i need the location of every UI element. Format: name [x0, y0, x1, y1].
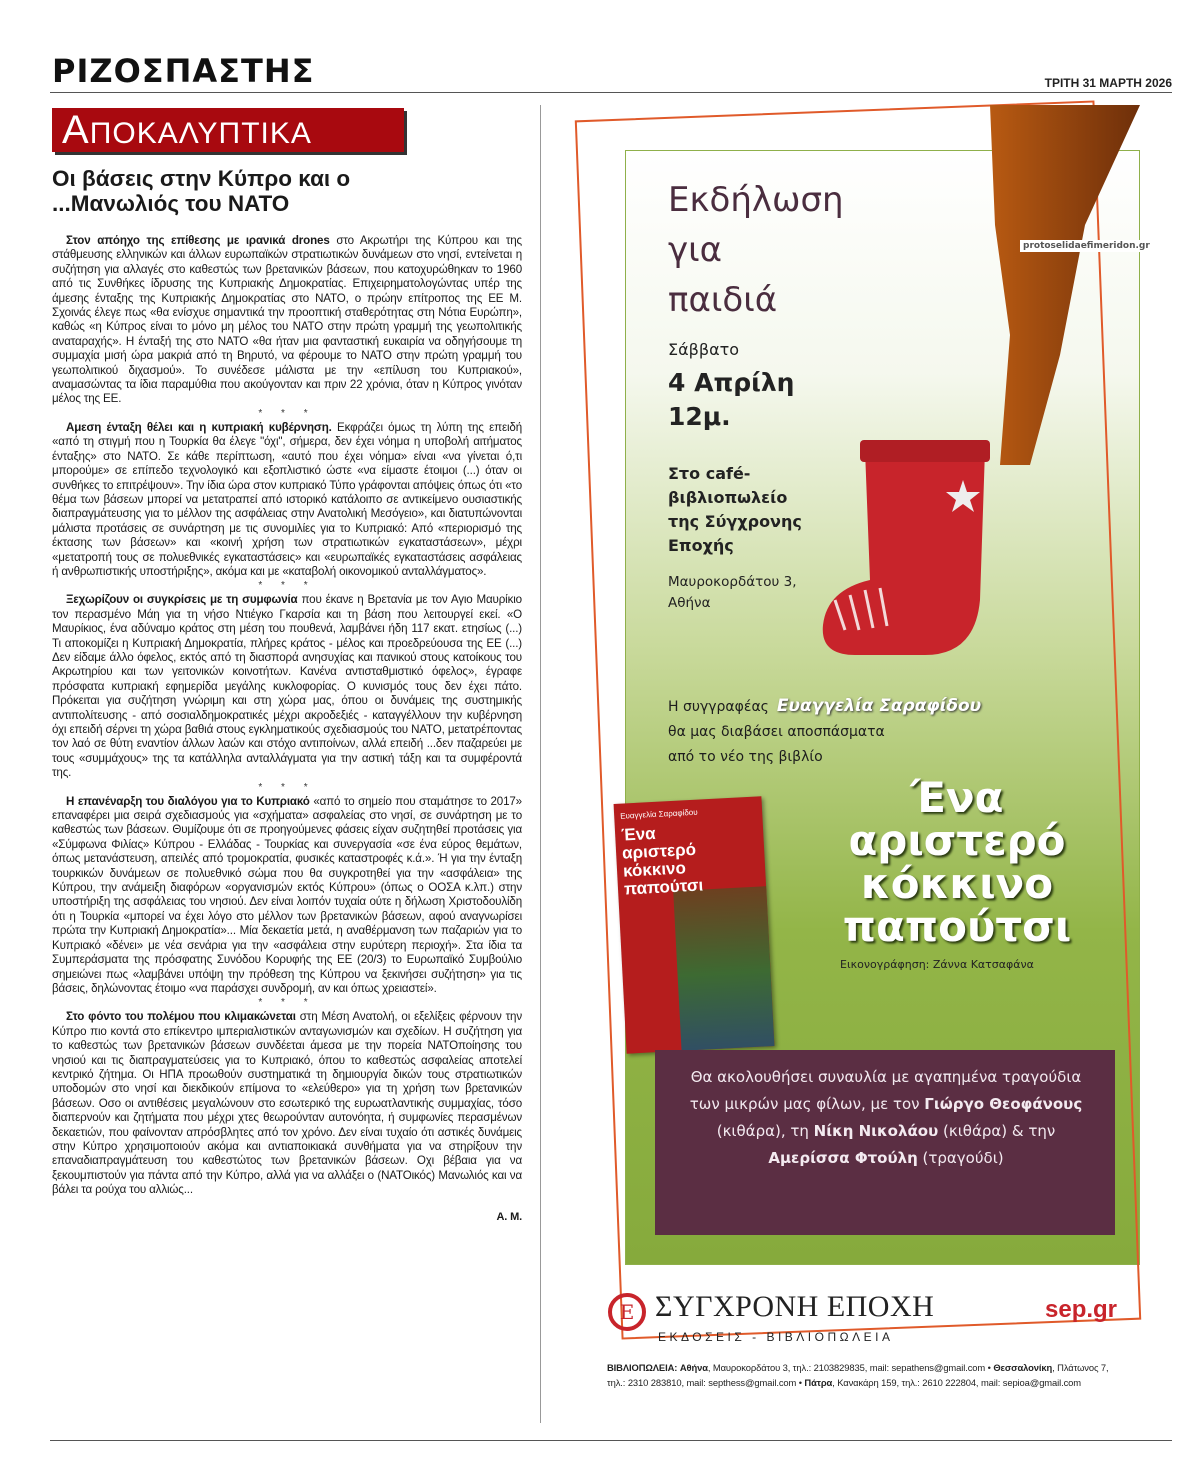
separator: * * * [258, 580, 316, 592]
venue-line: της Σύγχρονης [668, 512, 802, 531]
author-reading-text [668, 694, 981, 770]
article-paragraph: Ξεχωρίζουν οι συγκρίσεις με τη συμφωνία που έκανε η Βρετανία με τον Αγιο Μαυρίκιο τον περασμένο Μάη για τη νήσο Ντιέγκο Γκαρσία και τη βάση που λειτουργεί εκεί. «Ο Μαυρίκιος, ένα αδύναμο κράτος στη μέση του πουθενά, λαμβάνει ήδη 117 εκατ. ετησίως (...) Τι αποκομίζει η Κυπριακή Δημοκρατία, πλήρες κράτος - μέλος και προεδρεύουσα της ΕΕ (...) Δεν είδαμε άλλο όφελος, εκτός από τη διασπορά ανησυχίας και πανικού στους κατοίκους του Ακρωτηρίου και των γειτονικών κοινοτήτων. Κανένα αντισταθμιστικό όφελος», έγραφε πρόσφατα κυπριακή εφημερίδα μεγάλης κυκλοφορίας. Ο κυνισμός τους δεν έχει πάτο. Πρόκειται για συζήτηση γνώριμη και στη χώρα μας, όπου οι δυνάμεις της συστημικής αντιπολίτευσης - από σοσιαλδημοκρατικές μέχρι ακροδεξιές - καταγγέλλουν την κυβέρνηση όχι επειδή σέρνει τη χώρα βαθιά στους εγκληματικούς σχεδιασμούς του ΝΑΤΟ, μετατρέποντας τον λαό σε θύτη εναντίον άλλων λαών και στόχο αντιποίνων, αλλά επειδή ...δεν παζαρεύει με τους «συμμάχους» της τα κατάλληλα ανταλλάγματα για την αστική τάξη και τα συμφέροντά της. [52, 593, 522, 780]
date-text: 4 Απρίλη [668, 368, 795, 397]
book-title [832, 773, 1082, 951]
author-signature: Α. Μ. [496, 1210, 522, 1223]
author-prefix: Η συγγραφέας [668, 699, 769, 715]
concert-info-box: Θα ακολουθήσει συναυλία με αγαπημένα τραγούδια των μικρών μας φίλων, με τον Γιώργο Θεοφάνους (κιθάρα), τη Νίκη Νικολάου (κιθάρα) & την Αμερίσσα Φτούλη (τραγούδι) [655, 1050, 1115, 1235]
book-title-line: αριστερό [848, 816, 1066, 865]
article-headline [52, 166, 512, 216]
cover-illustration [673, 886, 774, 1054]
watermark: protoselidaefimeridon.gr [1020, 240, 1153, 252]
article-paragraph: Στο φόντο του πολέμου που κλιμακώνεται στη Μέση Ανατολή, οι εξελίξεις φέρνουν την Κύπρο πιο κοντά στο επίκεντρο ιμπεριαλιστικών ανταγωνισμών και σχεδίων. Η συζήτηση για το καθεστώς των βρετανικών βάσεων συνδέεται άμεσα με την πορεία ΝΑΤΟποίησης του νησιού και τις διαπραγματεύσεις για το Κυπριακό, όπου το καθεστώς ασφαλείας αποτελεί κεντρικό ζήτημα. Οι ΗΠΑ προωθούν συστηματικά τη δημιουργία δικών τους στρατιωτικών υποδομών στο νησί και διεκδικούν επίμονα το «ελεύθερο» για τη χρήση των βρετανικών βάσεων. Οσο οι αντιθέσεις μεγαλώνουν στο εσωτερικό της ευρωατλαντικής συμμαχίας, τόσο διαπερνούν και ζητήματα που μέχρι χτες θεωρούνταν αυτονόητα, ή συμφωνίες περασμένων δεκαετιών, που φαίνονταν απρόσβλητες από τον χρόνο. Δεν είναι τυχαίο ότι αστικές δυνάμεις στην Κύπρο χρησιμοποιούν ακόμα και αντιαποικιακά συνθήματα για να στηρίξουν την επαναδιαπραγμάτευση του καθεστώτος των βρετανικών βάσεων. Οχι βέβαια για να ξεκουμπιστούν για πάντα από την Κύπρο, αλλά για να αλλάξει ο (ΝΑΤΟικός) Μανωλιός και να βάλει τα ρούχα του αλλιώς... [52, 1010, 522, 1197]
publisher-name: ΣΥΓΧΡΟΝΗ ΕΠΟΧΗ [655, 1290, 935, 1323]
article-body [52, 234, 522, 1224]
reading-line: θα μας διαβάσει αποσπάσματα [668, 724, 885, 740]
time-text: 12μ. [668, 402, 731, 431]
issue-date: ΤΡΙΤΗ 31 ΜΑΡΤΗ 2026 [1044, 76, 1172, 90]
section-initial: Α [62, 108, 90, 152]
address-line: Αθήνα [668, 595, 711, 611]
book-title-line: κόκκινο [860, 859, 1054, 908]
venue-line: Εποχής [668, 536, 734, 555]
headline-line: ...Μανωλιός του ΝΑΤΟ [52, 191, 290, 216]
event-date [668, 366, 794, 434]
footer-rule [50, 1440, 1172, 1441]
article-paragraph: Η επανέναρξη του διαλόγου για το Κυπριακό «από το σημείο που σταμάτησε το 2017» επαναφέρει μια σειρά σχεδιασμούς για «σχήματα» ασφαλείας στο νησί, σε συνάρτηση με το καθεστώς των βάσεων. Θυμίζουμε ότι σε προηγούμενες φάσεις είχαν συζητηθεί προτάσεις για «Σύμφωνα Φιλίας» Κύπρου - Ελλάδας - Τουρκίας και συνεργασία «σε ένα εύρος θεμάτων, όπως μετανάστευση, απειλές από τρομοκρατία, φυσικές καταστροφές κ.ά.». Ή για την ένταξη τουρκικών δυνάμεων σε πολυεθνικό σώμα που θα συγκροτηθεί για την «ασφάλεια» της Κύπρου, την ανάμειξη διαφόρων «οργανισμών εκτός Κύπρου» (όπως ο ΟΟΣΑ κ.λπ.) στην υποστήριξη της ασφάλειας του νησιού. Δεν είναι λοιπόν τυχαία ούτε η δήλωση Χριστοδουλίδη ότι η Τουρκία «μπορεί να έχει λόγο στο μέλλον των βρετανικών βάσεων, αφού αναγνωρίσει πρώτα την Κυπριακή Δημοκρατία»... Μία δεκαετία μετά, η αναθέρμανση των παζαριών για το Κυπριακό «δένει» με νέα σενάρια για την «ασφάλεια στην ευρύτερη περιοχή». Στα ίδια τα Συμπεράσματα της πρόσφατης Συνόδου Κορυφής της ΕΕ (20/3) το Ευρωπαϊκό Συμβούλιο σημειώνει πως «λαμβάνει υπόψη την πρόθεση της Κύπρου να ξεκινήσει συζήτηση» για τις βάσεις, δηλώνοντας έτοιμο «να παράσχει συνδρομή, αν και όπως χρειαστεί». [52, 794, 522, 995]
illustrator-credit: Εικονογράφηση: Ζάννα Κατσαφάνα [840, 958, 1034, 971]
separator: * * * [258, 781, 316, 793]
book-cover-image [614, 796, 775, 1053]
performer-name: Γιώργο Θεοφάνους [924, 1095, 1083, 1113]
publisher-logo-icon: Ε [608, 1293, 646, 1331]
headline-line: Οι βάσεις στην Κύπρο και ο [52, 166, 351, 191]
separator: * * * [258, 997, 316, 1009]
venue-line: Στο café- [668, 464, 751, 483]
event-venue [668, 462, 802, 558]
book-title-line: Ένα [910, 773, 1004, 822]
address-line: Μαυροκορδάτου 3, [668, 574, 797, 590]
venue-address [668, 572, 797, 614]
title-line: παιδιά [668, 280, 778, 320]
publisher-website: sep.gr [1045, 1296, 1118, 1323]
publisher-subtitle: ΕΚΔΟΣΕΙΣ - ΒΙΒΛΙΟΠΩΛΕΙΑ [658, 1330, 894, 1344]
book-title-line: παπούτσι [842, 902, 1072, 951]
column-divider [540, 105, 541, 1423]
title-line: Εκδήλωση [668, 180, 844, 220]
article-paragraph: Αμεση ένταξη θέλει και η κυπριακή κυβέρνηση. Εκφράζει όμως τη λύπη της επειδή «από τη στιγμή που η Τουρκία θα έλεγε "όχι", σήμερα, δεν έχει νόημα η υποβολή αιτήματος ένταξης» στο ΝΑΤΟ. Σε κάθε περίπτωση, «αυτό που έχει νόημα» είναι «να γίνεται ό,τι μπορούμε» σε επίπεδο τεχνολογικό και εξοπλιστικό ώστε «να είμαστε έτοιμοι (...) όταν οι συνθήκες το επιτρέψουν». Την ίδια ώρα στον κυπριακό Τύπο γράφονται απόψεις όπως ότι «το θέμα των βάσεων μπορεί να μετατραπεί από ιστορικό κατάλοιπο σε αντικείμενο ουσιαστικής διαπραγμάτευσης για το μέλλον της ασφάλειας στην Ανατολική Μεσόγειο», και διατυπώνονται μάλιστα προτάσεις σε συνάρτηση με τις συνομιλίες για το Κυπριακό: Από «περιορισμό της έκτασης των βάσεων» και «κοινή χρήση των στρατιωτικών εγκαταστάσεων», μέχρι «μετατροπή τους σε πολυεθνικές εγκαταστάσεις» και «ευρωπαϊκές εγκαταστάσεις ασφάλειας ή ανθρωπιστικής υποστήριξης», ακόμα και με «καταβολή οικονομικού ανταλλάγματος». [52, 420, 522, 578]
event-title [668, 175, 844, 325]
section-banner [52, 108, 404, 152]
bookstore-addresses: ΒΙΒΛΙΟΠΩΛΕΙΑ: Αθήνα, Μαυροκορδάτου 3, τηλ.: 2103829835, mail: sepathens@gmail.com • Θεσσαλονίκη, Πλάτωνος 7, τηλ.: 2310 283810, mail: septhess@gmail.com • Πάτρα, Κανακάρη 159, τηλ.: 2610 222804, mail: sepioa@gmail.com [607, 1362, 1109, 1388]
performer-name: Νίκη Νικολάου [813, 1122, 939, 1140]
leg-illustration [990, 105, 1140, 575]
title-line: για [668, 230, 723, 270]
separator: * * * [258, 407, 316, 419]
cover-title: Ένα αριστερό κόκκινο παπούτσι [620, 823, 704, 899]
header-rule [50, 92, 1172, 93]
venue-line: βιβλιοπωλείο [668, 488, 788, 507]
event-day: Σάββατο [668, 340, 740, 359]
newspaper-logo: ΡΙΖΟΣΠΑΣΤΗΣ [52, 52, 315, 90]
cover-author: Ευαγγελία Σαραφίδου [619, 807, 698, 821]
reading-line: από το νέο της βιβλίο [668, 749, 823, 765]
article-paragraph: Στον απόηχο της επίθεσης με ιρανικά drones στο Ακρωτήρι της Κύπρου και της στάθμευσης ελληνικών και άλλων ευρωπαϊκών στρατιωτικών δυνάμεων στο νησί, εντείνεται η συζήτηση για αλλαγές στο καθεστώς των βρετανικών βάσεων, που κατοχυρώθηκαν το 1960 από τις Συνθήκες ίδρυσης της Κυπριακής Δημοκρατίας. Επιχειρηματολογώντας υπέρ της άμεσης ένταξης της Κυπριακής Δημοκρατίας στο ΝΑΤΟ, ο πρώην επίτροπος της ΕΕ Μ. Σχοινάς έλεγε πως «θα ενίσχυε σημαντικά την προοπτική σταθερότητας στη Νότια Ευρώπη», καθώς «η Κύπρος είναι το μόνο μη μέλος του ΝΑΤΟ στην πρώτη γραμμή της γεωπολιτικής αναταραχής». Η ένταξή της στο ΝΑΤΟ «θα ήταν μια φανταστική ευκαιρία να οδηγήσουμε τη συμμαχία μισή ώρα μακριά από τη Βηρυτό, να φέρουμε το ΝΑΤΟ στην πρώτη γραμμή του γεωπολιτικού διχασμού». Το συνέδεσε μάλιστα με την «επίλυση του Κυπριακού», αναμασώντας τα ίδια παραμύθια που ακούγονταν και πριν 22 χρόνια, όταν η Κύπρος γινόταν μέλος της ΕΕ. [52, 234, 522, 406]
performer-name: Αμερίσσα Φτούλη [768, 1149, 918, 1167]
red-boot-illustration [815, 430, 1005, 660]
section-label: ΠΟΚΑΛΥΠΤΙΚΑ [89, 117, 312, 150]
author-name: Ευαγγελία Σαραφίδου [776, 696, 982, 716]
